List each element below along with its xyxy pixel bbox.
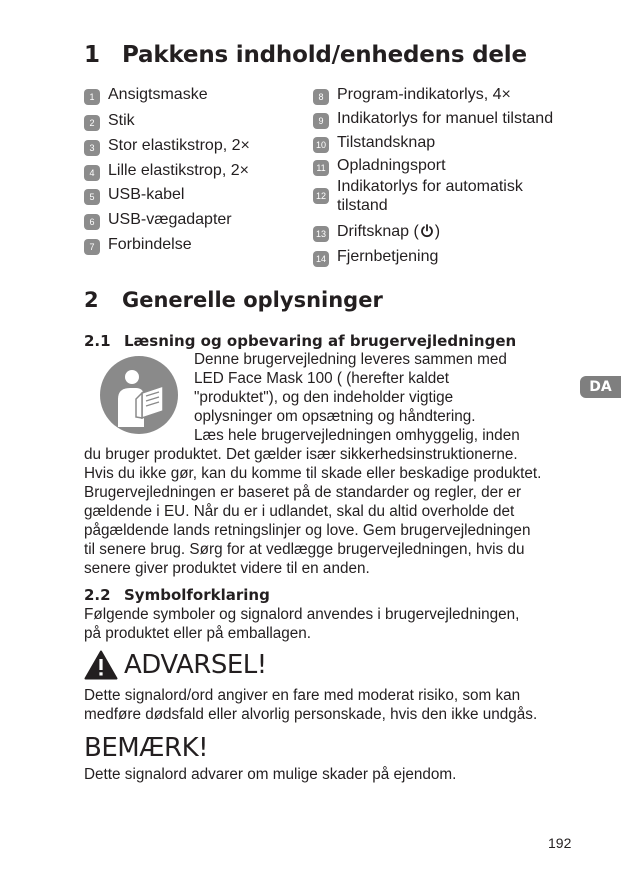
text-line: på produktet eller på emballagen. <box>84 625 312 642</box>
part-label: Ansigtsmaske <box>108 86 208 103</box>
text-line: Brugervejledningen er baseret på de standarder og regler, der er <box>84 484 522 501</box>
part-item <box>84 185 184 205</box>
part-item <box>313 109 553 129</box>
part-number-badge: 12 <box>313 188 329 204</box>
subsection-2-1-heading <box>84 332 516 350</box>
part-number-badge: 9 <box>313 113 329 129</box>
manual-body-text <box>84 445 541 578</box>
text-line: pågældende lands retningslinjer og love. Gem brugervejledningen <box>84 522 531 539</box>
part-label-line-2: tilstand <box>337 197 388 214</box>
part-number-badge: 13 <box>313 226 329 242</box>
part-label: Program-indikatorlys, 4× <box>337 86 511 103</box>
subsection-2-2-title: Symbolforklaring <box>124 586 270 604</box>
part-number-badge: 7 <box>84 239 100 255</box>
part-number-badge: 3 <box>84 140 100 156</box>
section-1-heading <box>84 42 527 68</box>
text-line: gældende i EU. Når du er i udlandet, skal du altid overholde det <box>84 503 515 520</box>
part-label: USB-vægadapter <box>108 211 232 228</box>
text-line: oplysninger om opsætning og håndtering. <box>194 408 476 425</box>
notice-text <box>84 765 456 784</box>
warning-triangle-icon <box>84 650 118 680</box>
warning-heading <box>84 650 267 680</box>
part-number-badge: 8 <box>313 89 329 105</box>
part-item <box>313 222 440 242</box>
part-number-badge: 6 <box>84 214 100 230</box>
part-label-line-1: Indikatorlys for automatisk <box>337 178 523 195</box>
part-item <box>84 136 250 156</box>
text-line: medføre dødsfald eller alvorlig personskade, hvis den ikke undgås. <box>84 706 538 723</box>
text-line: senere giver produktet videre til en anden. <box>84 560 370 577</box>
part-item <box>313 177 523 215</box>
part-label: Lille elastikstrop, 2× <box>108 162 249 179</box>
warning-signal-word: ADVARSEL! <box>124 650 267 680</box>
part-item <box>313 133 435 153</box>
read-manual-icon <box>99 355 179 435</box>
page-number: 192 <box>548 835 572 851</box>
part-label: USB-kabel <box>108 186 185 203</box>
section-1-number: 1 <box>84 42 100 68</box>
text-line: "produktet"), og den indeholder vigtige <box>194 389 454 406</box>
part-number-badge: 11 <box>313 160 329 176</box>
manual-intro-text <box>194 350 520 445</box>
part-label: Tilstandsknap <box>337 134 436 151</box>
part-item <box>84 210 232 230</box>
part-item <box>84 85 208 105</box>
text-line: Hvis du ikke gør, kan du komme til skade eller beskadige produktet. <box>84 465 542 482</box>
part-label-text: Driftsknap ( <box>337 223 419 240</box>
language-tab: DA <box>580 376 621 398</box>
part-number-badge: 14 <box>313 251 329 267</box>
part-label: Forbindelse <box>108 236 192 253</box>
section-2-number: 2 <box>84 288 99 312</box>
power-icon <box>420 224 434 238</box>
part-label: Opladningsport <box>337 157 446 174</box>
part-label: Stik <box>108 112 135 129</box>
part-label: Stor elastikstrop, 2× <box>108 137 250 154</box>
text-line: til senere brug. Sørg for at vedlægge brugervejledningen, hvis du <box>84 541 525 558</box>
part-item <box>313 85 511 105</box>
notice-signal-word: BEMÆRK! <box>84 733 209 763</box>
text-line: Denne brugervejledning leveres sammen med <box>194 351 507 368</box>
text-line: du bruger produktet. Det gælder især sikkerhedsinstruktionerne. <box>84 446 518 463</box>
text-line: Følgende symboler og signalord anvendes i brugervejledningen, <box>84 606 520 623</box>
part-label-end: ) <box>434 223 441 240</box>
part-label <box>337 222 440 241</box>
subsection-2-2-number: 2.2 <box>84 586 111 604</box>
part-item <box>313 247 438 267</box>
part-label: Fjernbetjening <box>337 248 439 265</box>
part-label <box>337 177 523 215</box>
subsection-2-1-title: Læsning og opbevaring af brugervejledningen <box>124 332 517 350</box>
part-number-badge: 2 <box>84 115 100 131</box>
part-item <box>313 156 446 176</box>
symbol-intro-text <box>84 605 519 643</box>
section-1-title: Pakkens indhold/enhedens dele <box>122 42 527 68</box>
part-number-badge: 10 <box>313 137 329 153</box>
part-item <box>84 111 135 131</box>
text-line: Dette signalord/ord angiver en fare med moderat risiko, som kan <box>84 687 521 704</box>
warning-text <box>84 686 537 724</box>
text-line: Læs hele brugervejledningen omhyggelig, inden <box>194 427 520 444</box>
text-line: LED Face Mask 100 ( (herefter kaldet <box>194 370 450 387</box>
part-item <box>84 161 249 181</box>
part-item <box>84 235 192 255</box>
part-label: Indikatorlys for manuel tilstand <box>337 110 554 127</box>
section-2-title: Generelle oplysninger <box>122 288 383 312</box>
section-2-heading <box>84 288 383 312</box>
subsection-2-2-heading <box>84 586 270 604</box>
part-number-badge: 1 <box>84 89 100 105</box>
part-number-badge: 5 <box>84 189 100 205</box>
part-number-badge: 4 <box>84 165 100 181</box>
text-line: Dette signalord advarer om mulige skader på ejendom. <box>84 766 457 783</box>
subsection-2-1-number: 2.1 <box>84 332 111 350</box>
